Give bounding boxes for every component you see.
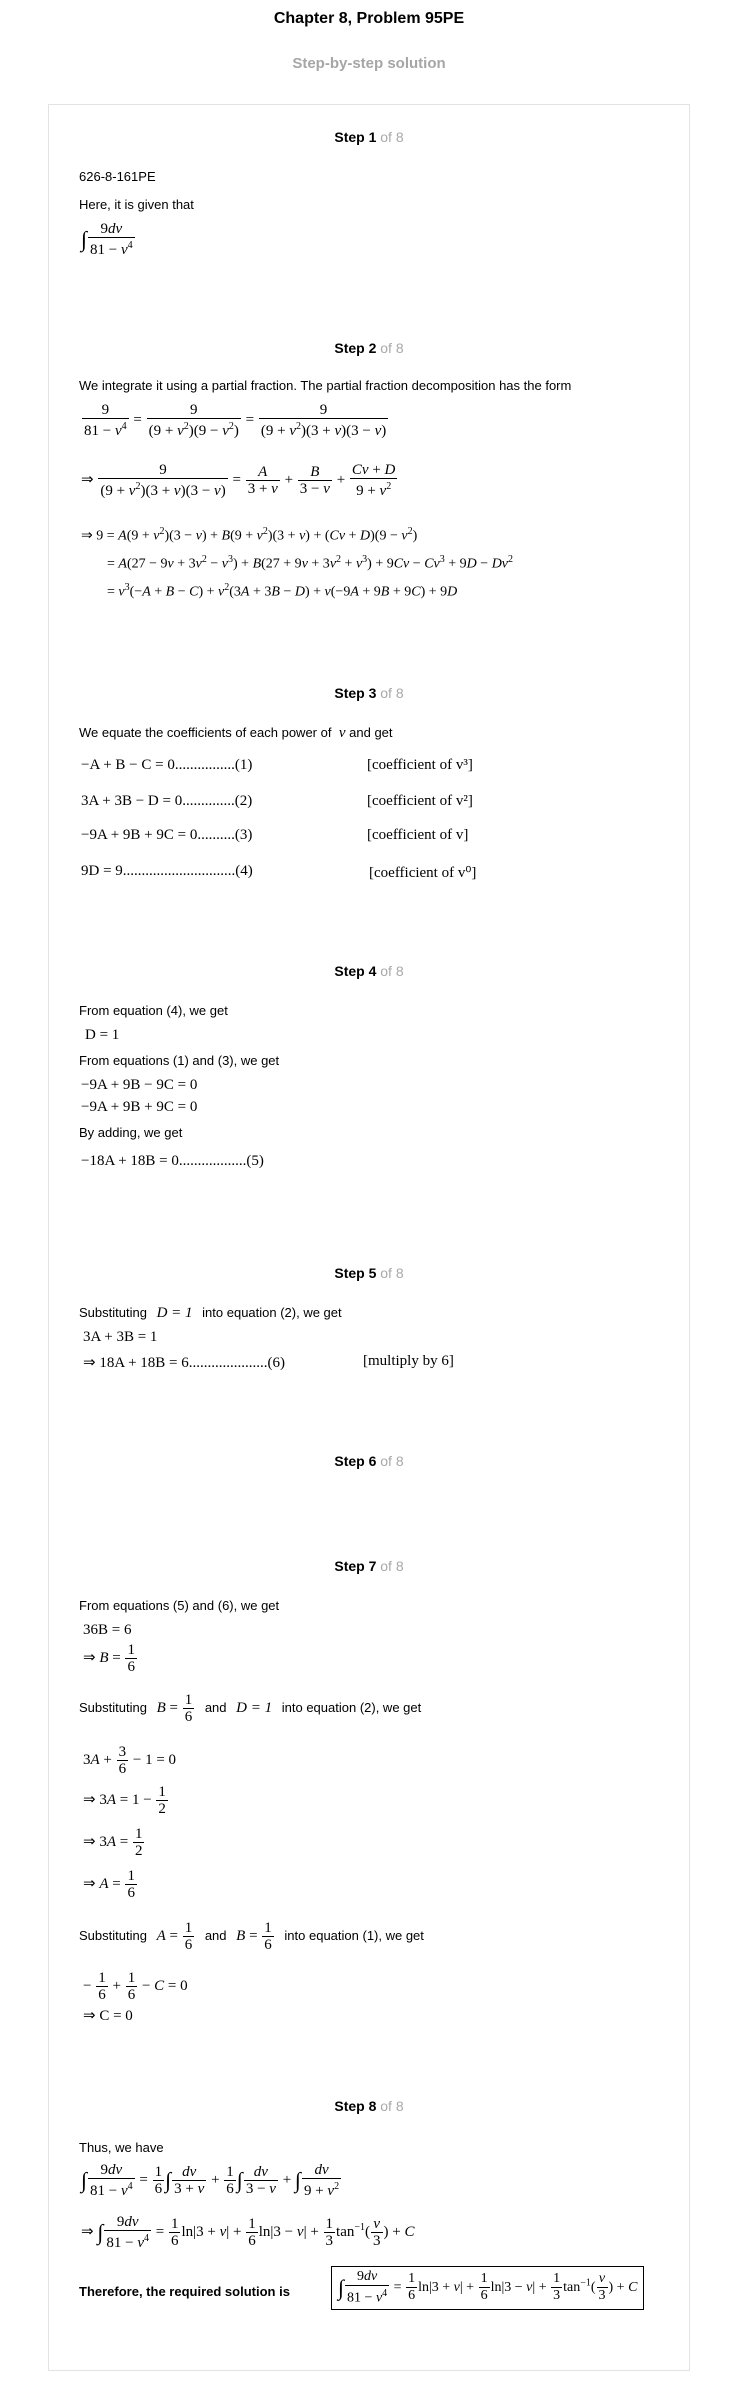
step-8-card <box>48 2074 690 2371</box>
step-count: of 8 <box>380 2098 404 2114</box>
equation-1: −A + B − C = 0................(1) <box>81 757 253 773</box>
step-text <box>79 1920 424 1953</box>
equation-36b: 36B = 6 <box>83 1622 132 1638</box>
page-title: Chapter 8, Problem 95PE <box>273 10 465 27</box>
step-text-part: and <box>204 1927 227 1943</box>
coefficient-note-1: [coefficient of v³] <box>367 757 473 773</box>
decomposition-line-1: $\frac{9}{81 - v^4}$ = $\frac{9}{(9 + v^2)(9 - v^2)}$ = $\frac{9}{(9 + v^2)(3 + v)(3 - v)}$ <box>84 402 387 439</box>
equation-4: 9D = 9..............................(4) <box>81 863 253 879</box>
coefficient-note-2: [coefficient of v²] <box>367 793 473 809</box>
step-label: Step 6 <box>334 1453 377 1469</box>
step-count: of 8 <box>380 685 404 701</box>
step-8-header <box>49 2084 689 2128</box>
expansion-line-1: ⇒ $9 = A(9 + v^2)(3 - v) + B(9 + v^2)(3 + v) + (Cv + D)(9 - v^2)$ <box>81 526 418 544</box>
equation-c-value: ⇒ C = 0 <box>83 2008 133 2024</box>
step-5-card <box>48 1241 690 1430</box>
inline-math-a: A = $\frac{1}{6}$ <box>156 1920 193 1953</box>
step-label: Step 7 <box>334 1558 377 1574</box>
page-subtitle: Step-by-step solution <box>292 55 446 72</box>
step-4-card <box>48 939 690 1242</box>
step-text-part: Substituting <box>79 1699 147 1715</box>
problem-id: 626-8-161PE <box>79 169 156 184</box>
variable-v: v <box>335 725 346 741</box>
step-text <box>79 725 393 742</box>
step-count: of 8 <box>380 963 404 979</box>
step-label: Step 1 <box>334 129 377 145</box>
equation-sub-3: ⇒ 3A = $\frac{1}{2}$ <box>83 1826 143 1859</box>
step-2-header <box>49 326 689 370</box>
step-text-part: Substituting <box>79 1305 147 1320</box>
step-4-header <box>49 949 689 993</box>
step-text-part: Substituting <box>79 1927 147 1943</box>
step-count: of 8 <box>380 1558 404 1574</box>
step-text: From equations (1) and (3), we get <box>79 1053 280 1068</box>
step-3-card <box>48 661 690 940</box>
step-label: Step 2 <box>334 340 377 356</box>
step-1-card <box>48 104 690 318</box>
equation-2: 3A + 3B − D = 0..............(2) <box>81 793 253 809</box>
step-label: Step 8 <box>334 2098 377 2114</box>
equation-5: −18A + 18B = 0..................(5) <box>81 1153 264 1169</box>
step-7-card <box>48 1534 690 2075</box>
step-3-header <box>49 671 689 715</box>
step-count: of 8 <box>380 129 404 145</box>
inline-math: D = 1 <box>236 1699 273 1716</box>
equation-6: ⇒ 18A + 18B = 6.....................(6) <box>83 1355 285 1371</box>
step-label: Step 3 <box>334 685 377 701</box>
integral-split: ∫ $\frac{9dv}{81 - v^4}$ = $\frac{1}{6}$ ∫ $\frac{dv}{3 + v}$ + $\frac{1}{6}$ ∫ $\frac{dv}{3 - v}$ + ∫ $\frac{dv}{9 + v^2}$ <box>81 2162 340 2199</box>
step-text <box>79 1305 342 1322</box>
equation-sub-1: 3A + $\frac{3}{6}$ − 1 = 0 <box>83 1744 177 1777</box>
inline-math-b: B = $\frac{1}{6}$ <box>236 1920 272 1953</box>
equation-sub-4: − $\frac{1}{6}$ + $\frac{1}{6}$ − C = 0 <box>83 1970 188 2003</box>
step-text: By adding, we get <box>79 1125 183 1140</box>
given-integral: ∫ $\frac{9dv}{81 - v^4}$ <box>81 221 133 258</box>
expansion-line-3: = $v^3(-A + B - C) + v^2(3A + 3B - D) + v(-9A + 9B + 9C) + 9D$ <box>107 582 458 600</box>
step-2-card <box>48 316 690 662</box>
equation-3: −9A + 9B + 9C = 0..........(3) <box>81 827 253 843</box>
step-text: Here, it is given that <box>79 197 194 212</box>
step-count: of 8 <box>380 1453 404 1469</box>
equation-a: −9A + 9B − 9C = 0 <box>81 1077 198 1093</box>
step-text-part: and <box>204 1699 227 1715</box>
step-text: From equations (5) and (6), we get <box>79 1598 280 1613</box>
equation-b: −9A + 9B + 9C = 0 <box>81 1099 198 1115</box>
decomposition-line-2: ⇒ $\frac{9}{(9 + v^2)(3 + v)(3 - v)}$ = $\frac{A}{3 + v}$ + $\frac{B}{3 - v}$ + $\frac{Cv + D}{9 + v^2}$ <box>81 462 396 499</box>
step-1-header <box>49 115 689 159</box>
step-text: Thus, we have <box>79 2140 164 2155</box>
final-answer-box: ∫ $\frac{9dv}{81 - v^4}$ = $\frac{1}{6}$ ln|3 + v| + $\frac{1}{6}$ ln|3 − v| + $\frac{1}{3}$ $\tan^{-1}$( $\frac{v}{3}$ ) + C <box>331 2266 644 2310</box>
integral-result: ⇒ ∫ $\frac{9dv}{81 - v^4}$ = $\frac{1}{6}$ ln|3 + v| + $\frac{1}{6}$ ln|3 − v| + $\frac{1}{3}$ $\tan^{-1}$( $\frac{v}{3}$ ) + C <box>81 2214 415 2251</box>
coefficient-note-4: [coefficient of v⁰] <box>369 865 477 881</box>
coefficient-note-3: [coefficient of v] <box>367 827 469 843</box>
step-text: We integrate it using a partial fraction. The partial fraction decomposition has the form <box>79 378 572 393</box>
step-count: of 8 <box>380 1265 404 1281</box>
equation-a-value: ⇒ A = $\frac{1}{6}$ <box>83 1868 135 1901</box>
step-text-part: We equate the coefficients of each power of <box>79 725 332 740</box>
inline-math: D = 1 <box>156 1305 193 1321</box>
step-7-header <box>49 1544 689 1588</box>
equation-b-value: ⇒ B = $\frac{1}{6}$ <box>83 1642 135 1675</box>
expansion-line-2: = $A(27 - 9v + 3v^2 - v^3) + B(27 + 9v + 3v^2 + v^3) + 9Cv - Cv^3 + 9D - Dv^2$ <box>107 554 514 572</box>
equation-d: D = 1 <box>85 1027 120 1043</box>
inline-math-b: B = $\frac{1}{6}$ <box>156 1692 193 1725</box>
multiply-note: [multiply by 6] <box>363 1353 454 1369</box>
step-text <box>79 1692 421 1725</box>
step-5-header <box>49 1251 689 1295</box>
step-6-header <box>49 1439 689 1483</box>
step-label: Step 4 <box>334 963 377 979</box>
step-text-part: into equation (2), we get <box>281 1699 422 1715</box>
step-6-card <box>48 1429 690 1535</box>
step-text-part: into equation (2), we get <box>202 1305 342 1320</box>
conclusion-text: Therefore, the required solution is <box>79 2284 290 2299</box>
step-text-part: and get <box>349 725 393 740</box>
equation-sub-2: ⇒ 3A = 1 − $\frac{1}{2}$ <box>83 1784 166 1817</box>
step-text: From equation (4), we get <box>79 1003 228 1018</box>
step-label: Step 5 <box>334 1265 377 1281</box>
step-text-part: into equation (1), we get <box>284 1927 424 1943</box>
equation-a: 3A + 3B = 1 <box>83 1329 158 1345</box>
step-count: of 8 <box>380 340 404 356</box>
